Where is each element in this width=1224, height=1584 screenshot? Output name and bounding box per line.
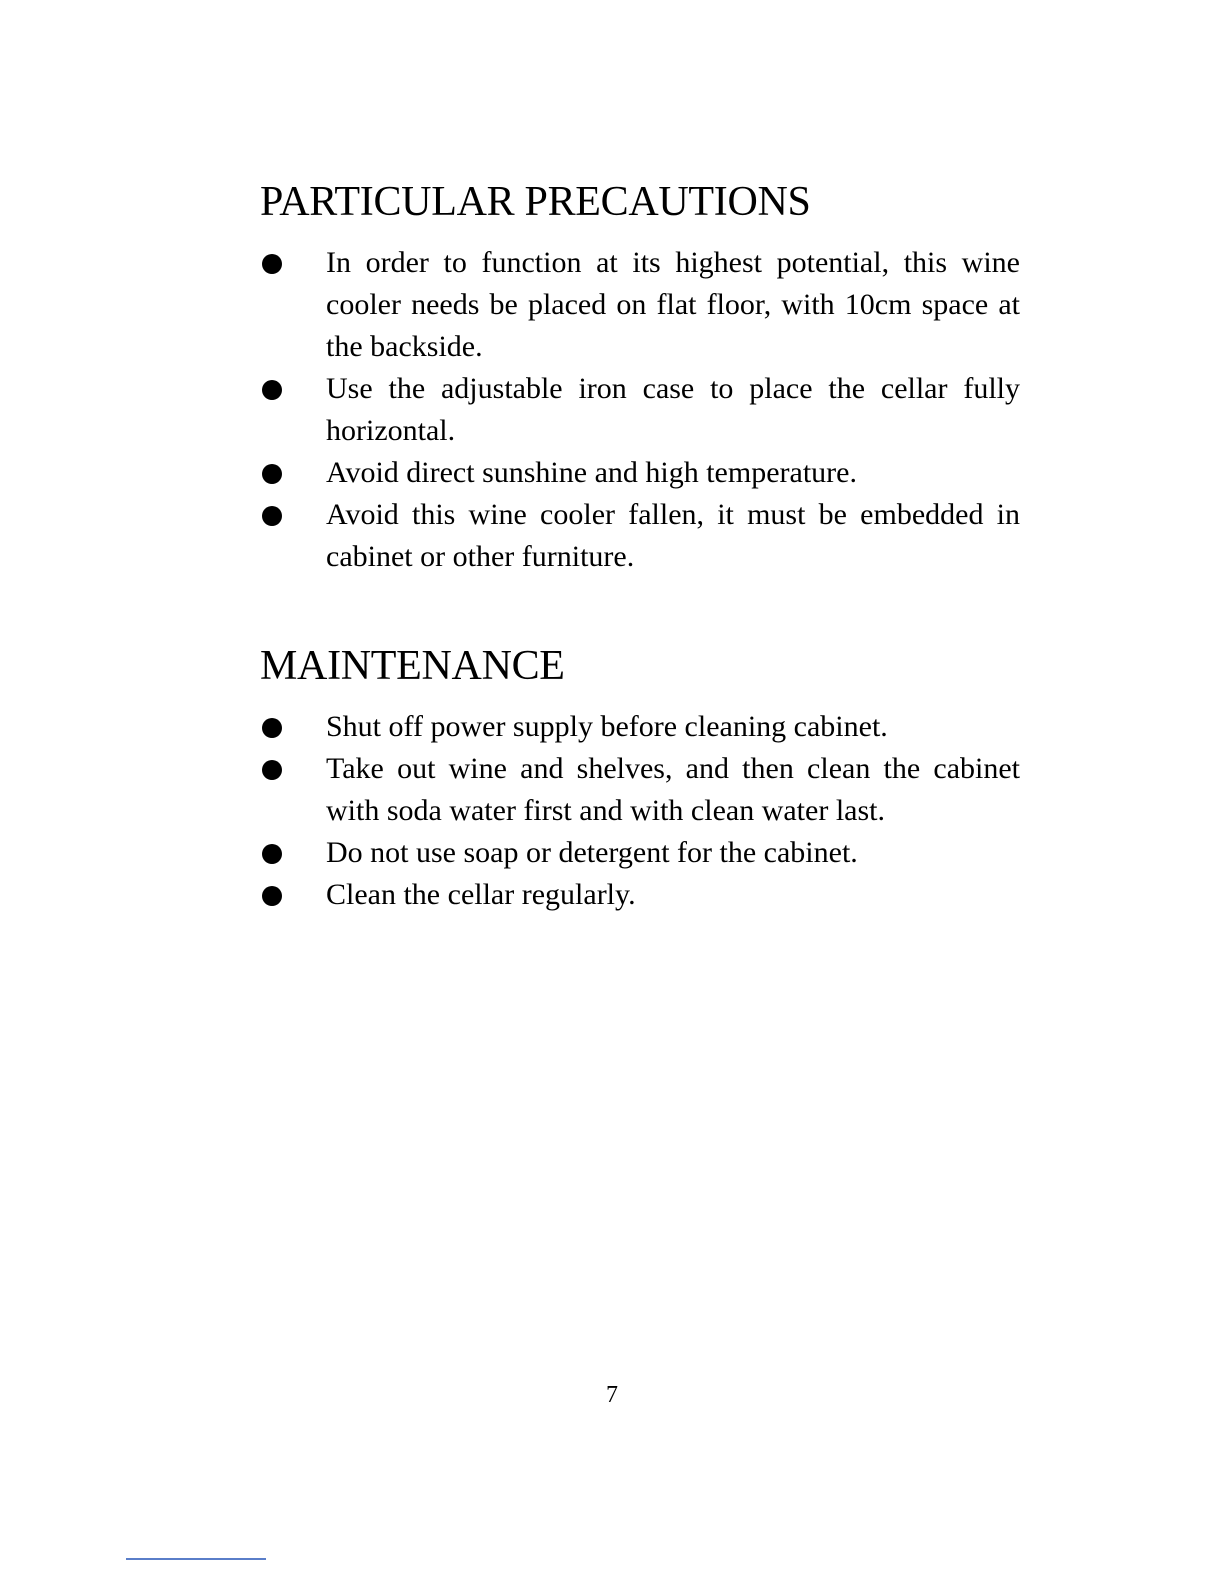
precautions-heading: PARTICULAR PRECAUTIONS: [260, 179, 811, 225]
precaution-item-text: Avoid direct sunshine and high temperature.: [326, 456, 857, 489]
maintenance-item-text: Take out wine and shelves, and then clean the cabinet with soda water first and with clean water last.: [326, 752, 1020, 827]
footnote-rule: [126, 1558, 266, 1560]
precaution-item-text: Use the adjustable iron case to place the cellar fully horizontal.: [326, 372, 1020, 447]
maintenance-list: [260, 706, 1020, 916]
bullet-icon: [262, 718, 282, 738]
precaution-item-4: [260, 494, 1020, 578]
page-number: 7: [606, 1382, 618, 1408]
precaution-item-2: [260, 368, 1020, 452]
bullet-icon: [262, 886, 282, 906]
bullet-icon: [262, 506, 282, 526]
maintenance-item-2: [260, 748, 1020, 832]
bullet-icon: [262, 254, 282, 274]
bullet-icon: [262, 844, 282, 864]
bullet-icon: [262, 464, 282, 484]
maintenance-section: [260, 640, 1020, 916]
bullet-icon: [262, 380, 282, 400]
maintenance-item-4: [260, 874, 1020, 916]
maintenance-item-text: Clean the cellar regularly.: [326, 878, 636, 911]
maintenance-item-1: [260, 706, 1020, 748]
maintenance-item-text: Do not use soap or detergent for the cabinet.: [326, 836, 858, 869]
maintenance-heading: MAINTENANCE: [260, 643, 565, 689]
bullet-icon: [262, 760, 282, 780]
maintenance-item-text: Shut off power supply before cleaning cabinet.: [326, 710, 888, 743]
precaution-item-1: [260, 242, 1020, 368]
maintenance-item-3: [260, 832, 1020, 874]
precautions-section: [260, 176, 1020, 578]
precaution-item-text: Avoid this wine cooler fallen, it must be embedded in cabinet or other furniture.: [326, 498, 1020, 573]
precaution-item-text: In order to function at its highest potential, this wine cooler needs be placed on flat floor, with 10cm space at the backside.: [326, 246, 1020, 363]
precaution-item-3: [260, 452, 1020, 494]
precautions-list: [260, 242, 1020, 578]
